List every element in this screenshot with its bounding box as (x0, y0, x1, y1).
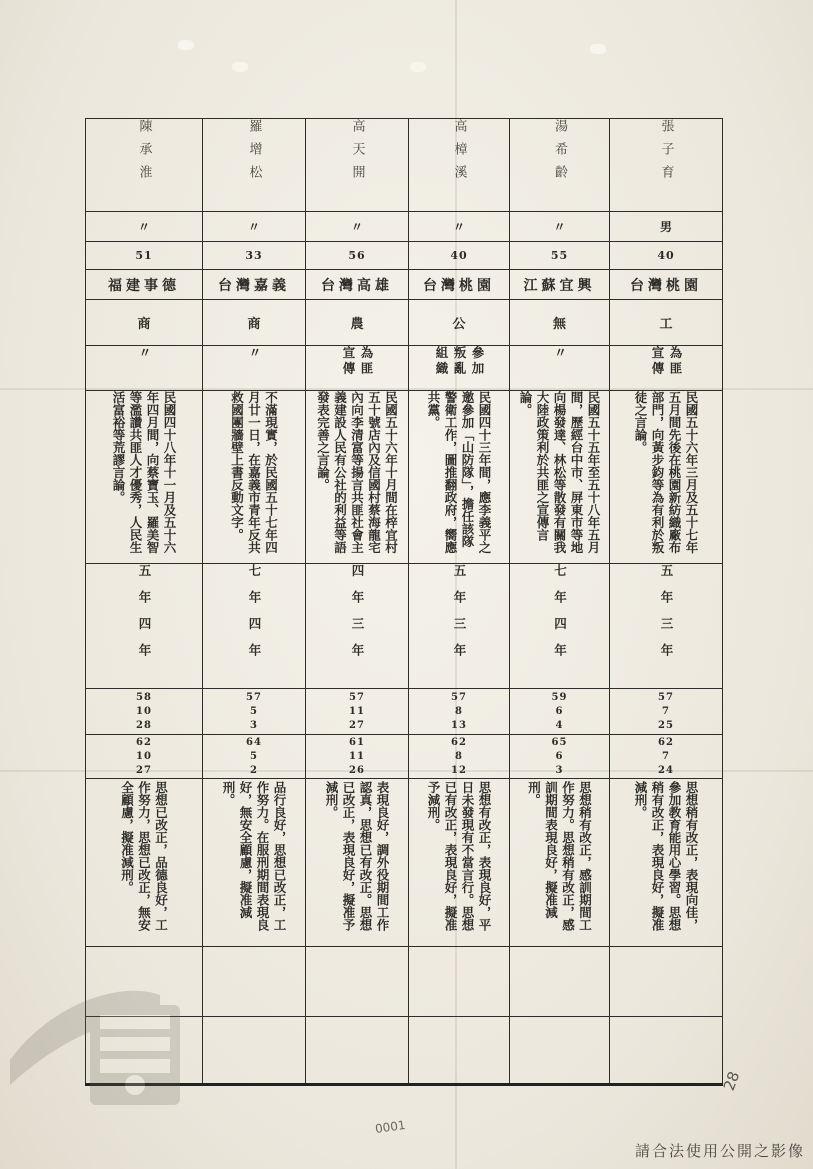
end-date-cell: 61 11 26 (306, 735, 409, 779)
end-date-row (86, 735, 723, 779)
facts-cell: 民國四十三年間，應李義平之邀參加「山防隊」，擔任該隊警衛工作，圖推翻政府，嚮應共黨。 (426, 391, 492, 554)
start-date-cell: 57 5 3 (203, 689, 306, 735)
start-date-cell: 58 10 28 (86, 689, 203, 735)
remarks-cell: 思想已改正，品德良好，工作努力，思想已改正，無安全顧慮，擬准減刑。 (119, 780, 169, 931)
remarks-cell: 思想稍有改正，感訓期間工作努力。思想稍有改正，感訓期間表現良好，擬准減刑。 (526, 780, 593, 931)
facts-cell: 民國五十六年十月間在梓宜村五十號店內及信國村蔡海龍宅內向李清富等揚言共匪社會主義建設人民有公社的利益等語發表完善之言論。 (315, 391, 399, 554)
gender-cell: 〃 (86, 212, 203, 242)
blank-cell (610, 947, 723, 1017)
sentence-term-cell: 五年四年 (137, 564, 152, 670)
organization-cell: 為匪宣傳 (650, 346, 683, 377)
remarks-cell: 品行良好，思想已改正，工作努力。在服刑期間表現良好，無安全顧慮，擬准減刑。 (221, 780, 287, 931)
organization-row (86, 346, 723, 391)
name-cell: 陳承淮 (136, 119, 152, 188)
organization-cell: 為匪宣傳 (341, 346, 374, 377)
staple-hole (232, 62, 248, 72)
name-row (86, 119, 723, 212)
blank-cell (306, 947, 409, 1017)
name-cell: 高天開 (349, 119, 365, 188)
gender-cell: 〃 (409, 212, 510, 242)
blank-cell (510, 1017, 610, 1085)
blank-cell (510, 947, 610, 1017)
name-cell: 張子育 (658, 119, 674, 188)
facts-cell: 民國四十八年十一月及五十六年四月間，向蔡寶玉、羅美智等濫讚共匪人才優秀，人民生活富裕等荒謬言論。 (111, 391, 177, 554)
blank-cell (610, 1017, 723, 1085)
page-number: 0001 (374, 1117, 407, 1137)
facts-cell: 民國五十五年至五十八年五月間，歷經台中市、屏東市等地向楊發達、林松等散發有關我大陸政策利於共匪之宣傳言論。 (518, 391, 601, 554)
start-date-cell: 57 8 13 (409, 689, 510, 735)
end-date-cell: 62 7 24 (610, 735, 723, 779)
end-date-cell: 62 10 27 (86, 735, 203, 779)
handwritten-mark: 28 (719, 1068, 744, 1094)
remarks-cell: 思想稍有改正，表現向佳，參加教育能用心學習。思想稍有改正，表現良好，擬准減刑。 (633, 780, 699, 931)
origin-cell: 江蘇宜興 (510, 270, 610, 300)
staple-hole (590, 44, 606, 54)
gender-cell: 〃 (306, 212, 409, 242)
occupation-cell: 商 (86, 300, 203, 346)
occupation-cell: 工 (610, 300, 723, 346)
blank-cell (306, 1017, 409, 1085)
occupation-cell: 無 (510, 300, 610, 346)
origin-cell: 台灣桃園 (610, 270, 723, 300)
sentence-term-cell: 五年三年 (452, 564, 467, 670)
gender-cell: 男 (610, 212, 723, 242)
start-date-row (86, 689, 723, 735)
facts-row (86, 391, 723, 564)
sentence-term-row (86, 564, 723, 689)
organization-cell: 〃 (247, 346, 262, 362)
occupation-cell: 農 (306, 300, 409, 346)
start-date-cell: 59 6 4 (510, 689, 610, 735)
age-cell: 33 (203, 242, 306, 270)
age-cell: 51 (86, 242, 203, 270)
blank-cell (203, 947, 306, 1017)
age-cell: 56 (306, 242, 409, 270)
usage-notice: 請合法使用公開之影像 (634, 1142, 805, 1160)
prisoner-record-table (85, 118, 723, 1086)
occupation-cell: 商 (203, 300, 306, 346)
age-cell: 40 (409, 242, 510, 270)
remarks-cell: 思想有改正，表現良好，平日未發現有不當言行。思想已有改正，表現良好，擬准予減刑。 (426, 780, 492, 931)
blank-cell (409, 1017, 510, 1085)
origin-cell: 台灣桃園 (409, 270, 510, 300)
blank-cell (203, 1017, 306, 1085)
origin-cell: 台灣高雄 (306, 270, 409, 300)
name-cell: 高樟溪 (451, 119, 467, 188)
remarks-cell: 表現良好，調外役期間工作認真，思想已有改正。思想已改正，表現良好，擬准予減刑。 (324, 780, 390, 931)
name-cell: 湯希齡 (552, 119, 567, 188)
organization-cell: 參加叛亂組織 (434, 346, 485, 377)
blank-cell (409, 947, 510, 1017)
sentence-term-cell: 五年三年 (659, 564, 674, 670)
start-date-cell: 57 7 25 (610, 689, 723, 735)
origin-row (86, 270, 723, 300)
gender-cell: 〃 (203, 212, 306, 242)
end-date-cell: 64 5 2 (203, 735, 306, 779)
age-cell: 40 (610, 242, 723, 270)
sentence-term-cell: 七年四年 (247, 564, 262, 670)
age-row (86, 242, 723, 270)
end-date-cell: 65 6 3 (510, 735, 610, 779)
sentence-term-cell: 七年四年 (552, 564, 568, 670)
origin-cell: 台灣嘉義 (203, 270, 306, 300)
facts-cell: 民國五十六年三月及五十七年五月間先後在桃園新紡織廠布部門，向黃步鈞等為有利於叛徒之言論。 (633, 391, 699, 554)
facts-cell: 不滿現實，於民國五十七年四月廿一日，在嘉義市青年反共救國團牆壁上書反動文字。 (229, 391, 279, 554)
origin-cell: 福建事德 (86, 270, 203, 300)
remarks-row (86, 779, 723, 947)
start-date-cell: 57 11 27 (306, 689, 409, 735)
gender-row (86, 212, 723, 242)
end-date-cell: 62 8 12 (409, 735, 510, 779)
staple-hole (410, 62, 426, 72)
occupation-cell: 公 (409, 300, 510, 346)
occupation-row (86, 300, 723, 346)
staple-hole (178, 40, 194, 50)
name-cell: 羅增松 (246, 119, 262, 188)
archive-watermark-logo (10, 965, 215, 1125)
gender-cell: 〃 (510, 212, 610, 242)
organization-cell: 〃 (552, 346, 568, 362)
age-cell: 55 (510, 242, 610, 270)
sentence-term-cell: 四年三年 (350, 564, 365, 670)
organization-cell: 〃 (137, 346, 152, 362)
